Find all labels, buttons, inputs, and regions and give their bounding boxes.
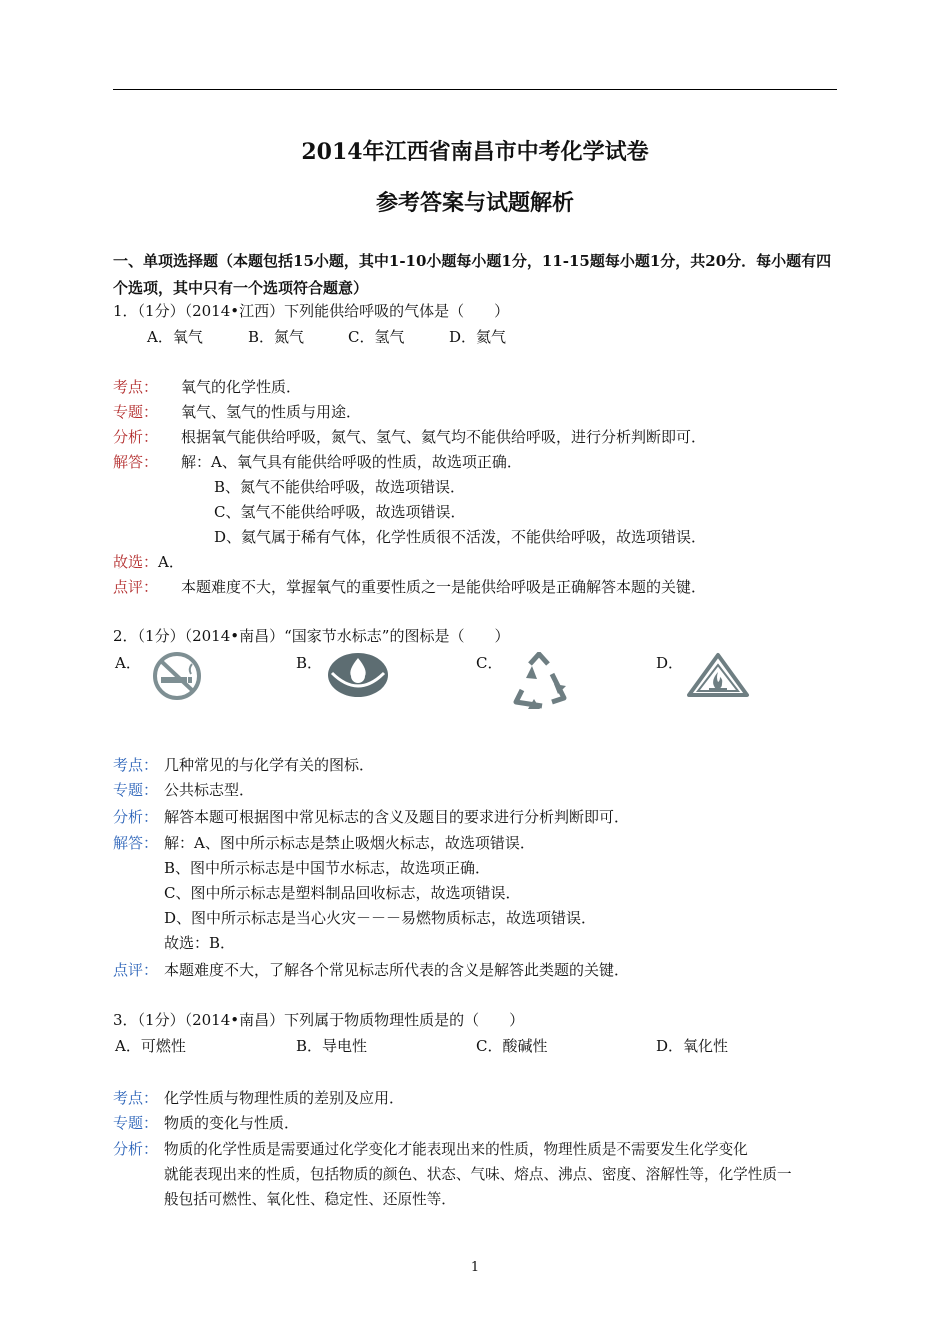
q2-jieda-line: B、图中所示标志是中国节水标志，故选项正确． (164, 859, 491, 877)
q2-jieda-line: D、图中所示标志是当心火灾－－－易燃物质标志，故选项错误． (164, 909, 597, 927)
q3-stem: 3．（1分）（2014•南昌）下列属于物质物理性质是的（ ） (113, 1011, 525, 1029)
q2-jieda-label: 解答： (113, 834, 159, 852)
q3-option-a: A．可燃性 (115, 1037, 186, 1055)
q1-zhuanti-label: 专题： (113, 403, 159, 421)
q1-zhuanti: 氧气、氢气的性质与用途． (181, 403, 362, 421)
q3-option-c: C．酸碱性 (476, 1037, 548, 1055)
q1-fenxi-label: 分析： (113, 428, 159, 446)
q1-option-b: B．氮气 (248, 328, 305, 346)
q2-option-a: A． (115, 654, 141, 672)
q1-kaodian-label: 考点： (113, 378, 159, 396)
q3-kaodian-label: 考点： (113, 1089, 159, 1107)
page-subtitle: 参考答案与试题解析 (375, 190, 574, 216)
q2-zhuanti: 公共标志型． (164, 781, 255, 799)
page-title: 2014年江西省南昌市中考化学试卷 (301, 139, 649, 165)
q3-kaodian: 化学性质与物理性质的差别及应用． (164, 1089, 405, 1107)
q3-fenxi-line: 物质的化学性质是需要通过化学变化才能表现出来的性质，物理性质是不需要发生化学变化 (164, 1141, 748, 1158)
q2-dianping: 本题难度不大，了解各个常见标志所代表的含义是解答此类题的关键． (164, 961, 630, 979)
q3-zhuanti: 物质的变化与性质． (164, 1114, 300, 1132)
q3-fenxi-line: 就能表现出来的性质，包括物质的颜色、状态、气味、熔点、沸点、密度、溶解性等，化学性质一 (164, 1166, 792, 1183)
q2-stem: 2．（1分）（2014•南昌）“国家节水标志”的图标是（ ） (113, 627, 510, 645)
q2-jieda-line: C、图中所示标志是塑料制品回收标志，故选项错误． (164, 884, 521, 902)
q2-jieda-line: 解：A、图中所示标志是禁止吸烟火标志，故选项错误． (164, 834, 535, 852)
q1-jieda-line: 解：A、氧气具有能供给呼吸的性质，故选项正确． (181, 453, 522, 471)
q3-zhuanti-label: 专题： (113, 1114, 159, 1132)
q1-jieda-line: D、氦气属于稀有气体，化学性质很不活泼，不能供给呼吸，故选项错误． (214, 528, 707, 546)
q3-option-b: B．导电性 (296, 1037, 368, 1055)
q1-option-c: C．氢气 (348, 328, 405, 346)
q2-fenxi: 解答本题可根据图中常见标志的含义及题目的要求进行分析判断即可． (164, 808, 630, 826)
q2-jieda-line: 故选：B． (164, 934, 236, 952)
no-smoking-icon (145, 650, 209, 702)
q1-fenxi: 根据氧气能供给呼吸，氮气、氢气、氦气均不能供给呼吸，进行分析判断即可． (181, 428, 707, 446)
q1-dianping: 本题难度不大，掌握氧气的重要性质之一是能供给呼吸是正确解答本题的关键． (181, 578, 707, 596)
page-number: 1 (470, 1260, 480, 1275)
q1-jieda-line: C、氢气不能供给呼吸，故选项错误． (214, 503, 466, 521)
q1-option-d: D．氦气 (449, 328, 507, 346)
q3-option-d: D．氧化性 (656, 1037, 729, 1055)
q3-fenxi-line: 般包括可燃性、氧化性、稳定性、还原性等． (164, 1191, 456, 1208)
q3-fenxi-label: 分析： (113, 1140, 159, 1158)
recycle-icon (508, 652, 570, 712)
q1-guxuan-label: 故选： (113, 553, 159, 571)
q1-jieda-label: 解答： (113, 453, 159, 471)
q1-option-a: A．氧气 (147, 328, 203, 346)
q1-guxuan: A． (158, 553, 184, 571)
q1-dianping-label: 点评： (113, 578, 159, 596)
q1-stem: 1．（1分）（2014•江西）下列能供给呼吸的气体是（ ） (113, 302, 510, 320)
header-rule (113, 89, 837, 90)
q1-jieda-line: B、氮气不能供给呼吸，故选项错误． (214, 478, 466, 496)
flammable-warning-icon (686, 652, 750, 698)
q2-kaodian-label: 考点： (113, 756, 159, 774)
q2-fenxi-label: 分析： (113, 808, 159, 826)
q2-zhuanti-label: 专题： (113, 781, 159, 799)
q2-option-c: C． (476, 654, 503, 672)
q2-option-b: B． (296, 654, 323, 672)
q2-kaodian: 几种常见的与化学有关的图标． (164, 756, 375, 774)
q2-dianping-label: 点评： (113, 961, 159, 979)
q1-answer (113, 551, 184, 572)
section-header: 一、单项选择题（本题包括15小题，其中1-10小题每小题1分，11-15题每小题1分，共20分．每小题有四个选项，其中只有一个选项符合题意） (113, 252, 832, 297)
q1-kaodian: 氧气的化学性质． (181, 378, 302, 396)
q2-option-d: D． (656, 654, 684, 672)
water-saving-icon (326, 651, 390, 699)
